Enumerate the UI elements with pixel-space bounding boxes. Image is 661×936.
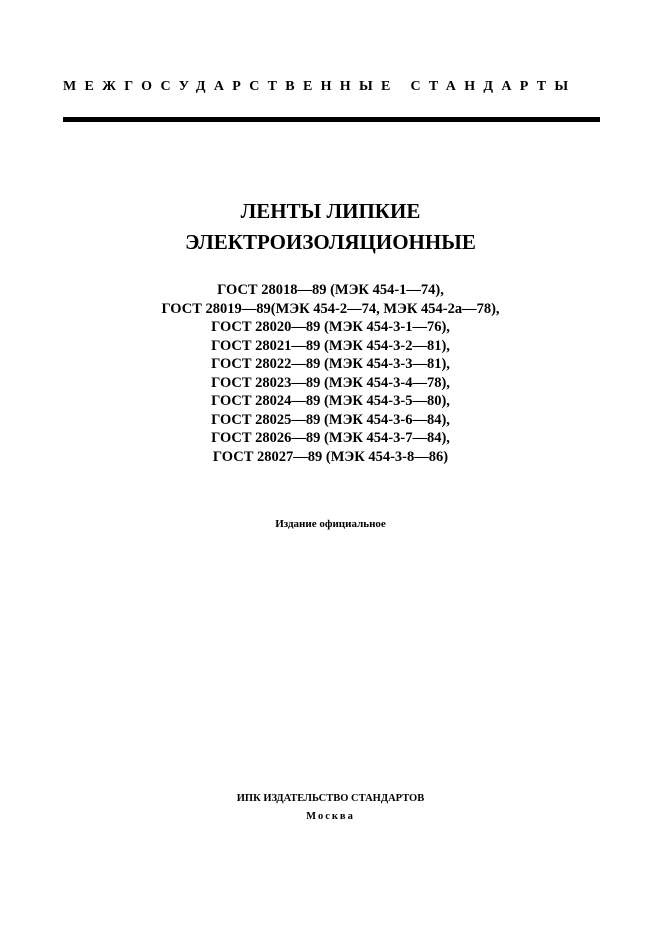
standard-item: ГОСТ 28027—89 (МЭК 454-3-8—86) <box>212 448 449 465</box>
standard-item: ГОСТ 28021—89 (МЭК 454-3-2—81), <box>211 337 450 354</box>
standard-item: ГОСТ 28025—89 (МЭК 454-3-6—84), <box>211 411 450 428</box>
header-rule <box>63 117 600 122</box>
series-title: МЕЖГОСУДАРСТВЕННЫЕ СТАНДАРТЫ <box>63 79 577 94</box>
standard-item: ГОСТ 28026—89 (МЭК 454-3-7—84), <box>211 430 450 446</box>
standard-item: ГОСТ 28023—89 (МЭК 454-3-4—78), <box>211 374 450 391</box>
document-title-line-2: ЭЛЕКТРОИЗОЛЯЦИОННЫЕ <box>185 230 476 254</box>
standard-item: ГОСТ 28020—89 (МЭК 454-3-1—76), <box>211 319 450 335</box>
standard-item: ГОСТ 28022—89 (МЭК 454-3-3—81), <box>211 356 450 372</box>
publisher-city: Москва <box>306 811 355 822</box>
standards-list <box>0 281 661 466</box>
standard-item: ГОСТ 28024—89 (МЭК 454-3-5—80), <box>211 393 450 409</box>
standard-item: ГОСТ 28019—89(МЭК 454-2—74, МЭК 454-2а—78), <box>161 300 500 317</box>
publisher-name: ИПК ИЗДАТЕЛЬСТВО СТАНДАРТОВ <box>236 793 425 804</box>
document-title <box>0 196 661 258</box>
standard-item: ГОСТ 28018—89 (МЭК 454-1—74), <box>217 282 444 298</box>
document-title-line-1: ЛЕНТЫ ЛИПКИЕ <box>240 199 421 223</box>
edition-note: Издание официальное <box>275 518 386 530</box>
